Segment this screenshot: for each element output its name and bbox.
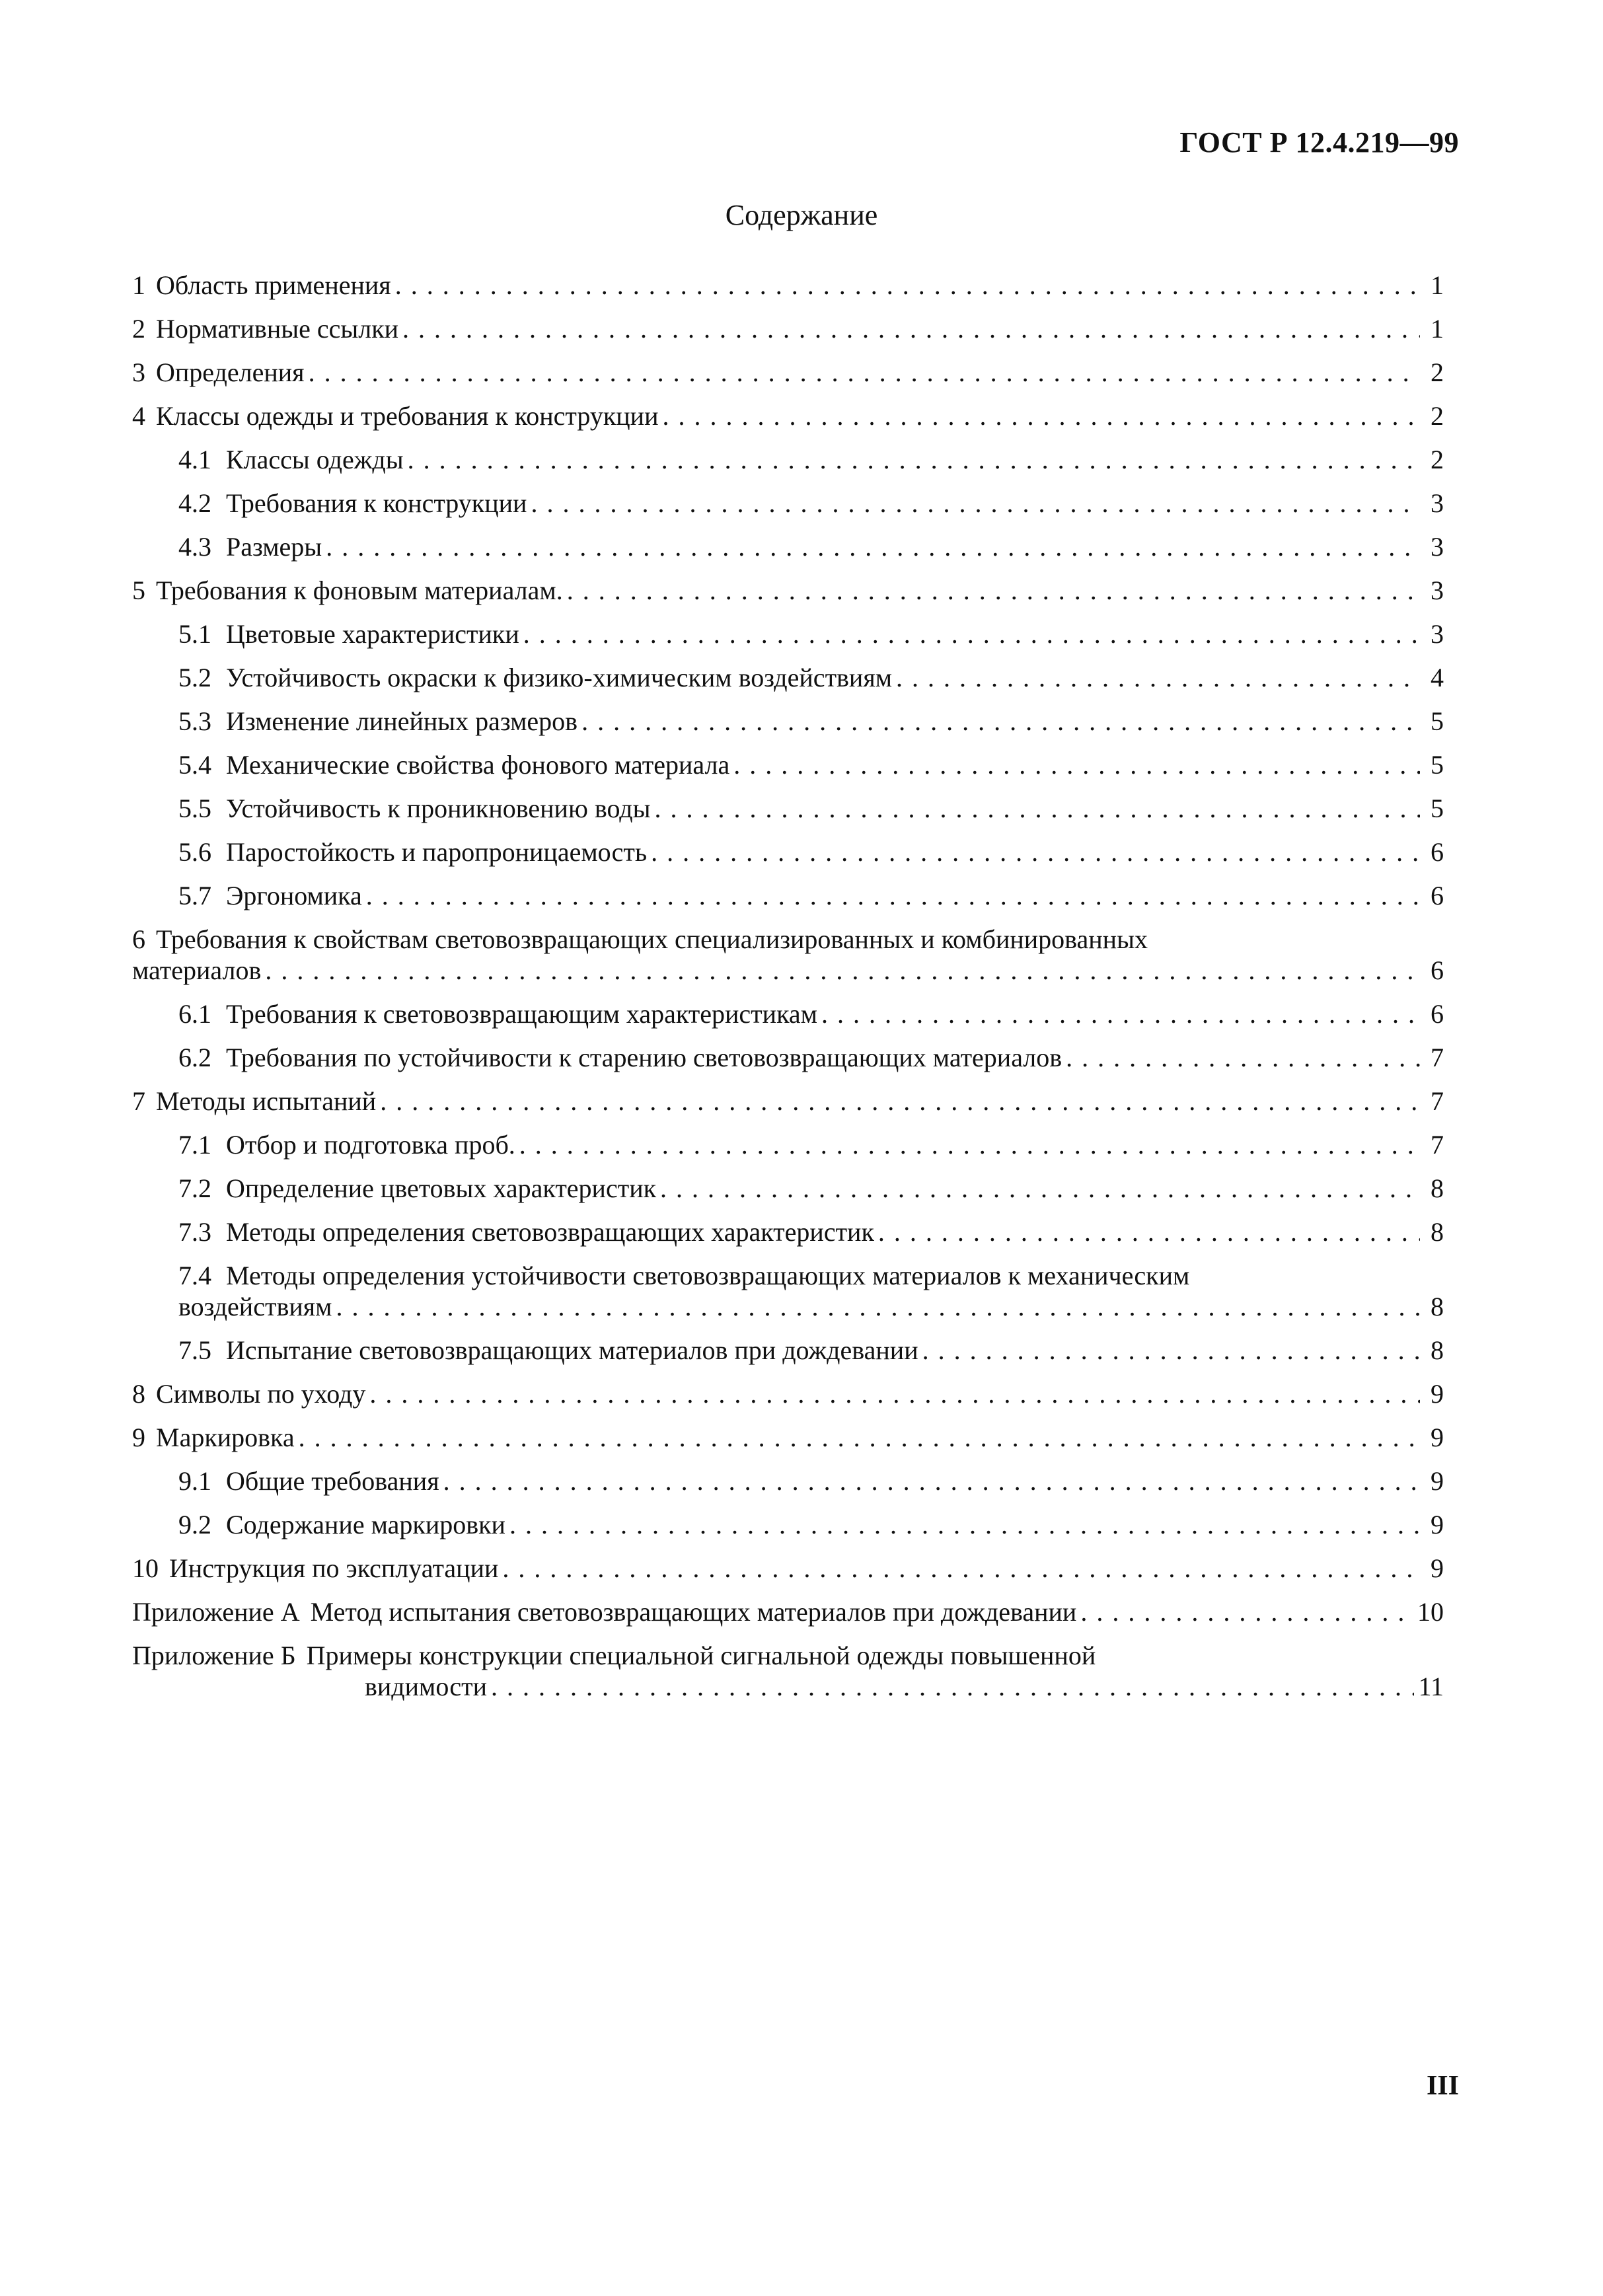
toc-entry[interactable] xyxy=(132,400,1444,444)
toc-entry-title: Нормативные ссылки xyxy=(156,314,399,344)
toc-entry-number: 7.2 xyxy=(178,1173,211,1203)
toc-entry-title-line2: воздействиям xyxy=(178,1292,332,1321)
dot-leader xyxy=(366,880,1420,911)
dot-leader xyxy=(523,618,1420,649)
toc-entry-page: 3 xyxy=(1431,532,1444,562)
toc-entry-title: Маркировка xyxy=(156,1423,295,1452)
toc-entry-page: 3 xyxy=(1431,575,1444,605)
toc-entry-title: Механические свойства фонового материала xyxy=(226,750,730,780)
dot-leader xyxy=(567,575,1420,606)
toc-entry-title: Цветовые характеристики xyxy=(226,619,519,649)
toc-entry-number: 5.3 xyxy=(178,706,211,736)
dot-leader xyxy=(821,998,1420,1029)
toc-entry-page: 9 xyxy=(1431,1379,1444,1409)
toc-entry-title: Требования к конструкции xyxy=(226,488,527,518)
toc-entry-title: Метод испытания световозвращающих материалов при дождевании xyxy=(310,1597,1077,1627)
toc-entry-number: 6.2 xyxy=(178,1043,211,1072)
toc-entry[interactable] xyxy=(132,793,1444,836)
toc-entry-number: Приложение А xyxy=(132,1597,300,1627)
toc-entry[interactable] xyxy=(132,706,1444,749)
dot-leader xyxy=(369,1378,1420,1409)
toc-entry-title-line2: видимости xyxy=(365,1672,487,1701)
toc-entry-page: 9 xyxy=(1431,1553,1444,1583)
toc-entry-number: 3 xyxy=(132,357,145,387)
toc-entry[interactable] xyxy=(132,531,1444,575)
toc-entry-title: Классы одежды и требования к конструкции xyxy=(156,401,659,431)
toc-entry-page: 7 xyxy=(1431,1086,1444,1116)
toc-entry-number: 2 xyxy=(132,314,145,344)
toc-entry[interactable] xyxy=(132,836,1444,880)
toc-entry-page: 5 xyxy=(1431,750,1444,780)
toc-entry-title: Изменение линейных размеров xyxy=(226,706,578,736)
toc-entry[interactable] xyxy=(132,1335,1444,1378)
toc-entry-title: Общие требования xyxy=(226,1466,439,1496)
toc-entry[interactable] xyxy=(132,1509,1444,1553)
toc-entry-number: 5.6 xyxy=(178,837,211,867)
toc-entry[interactable] xyxy=(132,270,1444,313)
dot-leader xyxy=(502,1553,1420,1584)
toc-entry-title: Инструкция по эксплуатации xyxy=(169,1553,499,1583)
toc-entry[interactable] xyxy=(132,357,1444,400)
toc-entry-title-line1: Методы определения устойчивости световозвращающих материалов к механическим xyxy=(226,1261,1190,1290)
toc-entry[interactable] xyxy=(132,1260,1444,1335)
dot-leader xyxy=(408,444,1420,475)
dot-leader xyxy=(309,357,1420,388)
toc-entry-number: 5 xyxy=(132,575,145,605)
toc-entry-page: 10 xyxy=(1417,1597,1444,1627)
toc-entry-number: 1 xyxy=(132,270,145,300)
toc-entry-page: 9 xyxy=(1431,1423,1444,1452)
toc-entry-number: 4.3 xyxy=(178,532,211,562)
dot-leader xyxy=(519,1129,1420,1160)
toc-entry-title: Содержание маркировки xyxy=(226,1510,505,1539)
toc-entry-page: 2 xyxy=(1431,357,1444,387)
toc-entry-number: 5.1 xyxy=(178,619,211,649)
toc-entry-page: 3 xyxy=(1431,619,1444,649)
dot-leader xyxy=(1066,1042,1420,1073)
toc-entry-number: 9.2 xyxy=(178,1510,211,1539)
toc-entry[interactable] xyxy=(132,1378,1444,1422)
toc-entry-title-line1: Примеры конструкции специальной сигнальной одежды повышенной xyxy=(306,1641,1096,1670)
dot-leader xyxy=(380,1086,1420,1117)
toc-entry[interactable] xyxy=(132,1173,1444,1216)
dot-leader xyxy=(1080,1596,1413,1627)
toc-entry-page: 3 xyxy=(1431,488,1444,518)
toc-entry-title: Символы по уходу xyxy=(156,1379,366,1409)
toc-entry[interactable] xyxy=(132,1216,1444,1260)
toc-entry-number: 4.1 xyxy=(178,445,211,474)
toc-entry[interactable] xyxy=(132,1465,1444,1509)
toc-entry[interactable] xyxy=(132,998,1444,1042)
dot-leader xyxy=(922,1335,1420,1366)
toc-entry[interactable] xyxy=(132,662,1444,706)
toc-entry-page: 2 xyxy=(1431,445,1444,474)
toc-entry-number: 4.2 xyxy=(178,488,211,518)
toc-entry-page: 8 xyxy=(1431,1173,1444,1203)
toc-entry[interactable] xyxy=(132,313,1444,357)
toc-entry-page: 6 xyxy=(1431,881,1444,910)
dot-leader xyxy=(655,793,1420,824)
toc-entry-number: 5.2 xyxy=(178,663,211,692)
toc-entry-title: Отбор и подготовка проб. xyxy=(226,1130,515,1160)
toc-entry-number: 5.7 xyxy=(178,881,211,910)
toc-entry-title: Устойчивость окраски к физико-химическим воздействиям xyxy=(226,663,893,692)
toc-entry-page: 6 xyxy=(1431,955,1444,985)
toc-entry-title: Определение цветовых характеристик xyxy=(226,1173,657,1203)
toc-entry-page: 4 xyxy=(1431,663,1444,692)
toc-entry-title: Требования к фоновым материалам. xyxy=(156,575,563,605)
toc-entry-number: 7.4 xyxy=(178,1261,211,1290)
toc-entry-number: 6.1 xyxy=(178,999,211,1029)
toc-entry[interactable] xyxy=(132,488,1444,531)
toc-entry-title: Определения xyxy=(156,357,305,387)
dot-leader xyxy=(896,662,1420,693)
toc-entry-title: Методы испытаний xyxy=(156,1086,377,1116)
toc-entry-page: 5 xyxy=(1431,794,1444,823)
toc-entry-page: 9 xyxy=(1431,1510,1444,1539)
dot-leader xyxy=(299,1422,1420,1453)
toc-entry-title: Классы одежды xyxy=(226,445,404,474)
toc-entry-page: 2 xyxy=(1431,401,1444,431)
toc-entry-title: Требования по устойчивости к старению световозвращающих материалов xyxy=(226,1043,1062,1072)
toc-entry-number: 9.1 xyxy=(178,1466,211,1496)
toc-entry[interactable] xyxy=(132,444,1444,488)
toc-entry-title: Область применения xyxy=(156,270,391,300)
dot-leader xyxy=(395,270,1420,301)
toc-entry-title: Методы определения световозвращающих характеристик xyxy=(226,1217,874,1247)
toc-entry-number: 7.5 xyxy=(178,1335,211,1365)
toc-entry-number: 10 xyxy=(132,1553,159,1583)
toc-entry-title: Требования к световозвращающим характеристикам xyxy=(226,999,817,1029)
toc-entry-title: Испытание световозвращающих материалов при дождевании xyxy=(226,1335,918,1365)
toc-entry[interactable] xyxy=(132,1422,1444,1465)
toc-entry-title-line1: Требования к свойствам световозвращающих специализированных и комбинированных xyxy=(156,924,1148,954)
dot-leader xyxy=(660,1173,1420,1204)
page-number: III xyxy=(1426,2071,1459,2101)
toc-entry[interactable] xyxy=(132,880,1444,924)
toc-entry-number: 5.4 xyxy=(178,750,211,780)
dot-leader xyxy=(326,531,1420,562)
toc-entry-page: 8 xyxy=(1431,1217,1444,1247)
dot-leader xyxy=(531,488,1420,519)
toc-entry-page: 6 xyxy=(1431,999,1444,1029)
toc-entry-title: Размеры xyxy=(226,532,322,562)
toc-entry-title-line2: материалов xyxy=(132,955,262,985)
dot-leader xyxy=(651,836,1420,868)
toc-entry-page: 7 xyxy=(1431,1130,1444,1160)
toc-entry-number: 7 xyxy=(132,1086,145,1116)
dot-leader xyxy=(491,1671,1414,1702)
toc-entry-title: Паростойкость и паропроницаемость xyxy=(226,837,648,867)
toc-entry[interactable] xyxy=(132,1129,1444,1173)
toc-entry[interactable] xyxy=(132,1086,1444,1129)
dot-leader xyxy=(663,400,1421,431)
toc-entry-page: 5 xyxy=(1431,706,1444,736)
toc-entry-number: 7.1 xyxy=(178,1130,211,1160)
toc-entry-page: 11 xyxy=(1418,1672,1444,1701)
toc-entry[interactable] xyxy=(132,618,1444,662)
dot-leader xyxy=(581,706,1420,737)
toc-title: Содержание xyxy=(725,199,878,231)
dot-leader xyxy=(402,313,1420,344)
toc-entry-page: 8 xyxy=(1431,1292,1444,1321)
table-of-contents xyxy=(132,270,1444,1715)
toc-entry-number: 8 xyxy=(132,1379,145,1409)
dot-leader xyxy=(265,955,1420,986)
toc-entry-page: 1 xyxy=(1431,314,1444,344)
toc-entry-page: 7 xyxy=(1431,1043,1444,1072)
document-code: ГОСТ Р 12.4.219—99 xyxy=(1179,126,1459,159)
toc-entry-title: Эргономика xyxy=(226,881,362,910)
toc-entry[interactable] xyxy=(132,924,1444,998)
toc-entry[interactable] xyxy=(132,1042,1444,1086)
toc-entry-appendix[interactable] xyxy=(132,1640,1444,1715)
toc-entry-title: Устойчивость к проникновению воды xyxy=(226,794,651,823)
toc-entry-number: 5.5 xyxy=(178,794,211,823)
dot-leader xyxy=(443,1465,1420,1497)
toc-entry[interactable] xyxy=(132,575,1444,618)
dot-leader xyxy=(733,749,1420,780)
toc-entry-number: 7.3 xyxy=(178,1217,211,1247)
toc-entry-number: Приложение Б xyxy=(132,1641,296,1670)
toc-entry-page: 9 xyxy=(1431,1466,1444,1496)
toc-entry-number: 6 xyxy=(132,924,145,954)
toc-entry-number: 9 xyxy=(132,1423,145,1452)
toc-entry-page: 6 xyxy=(1431,837,1444,867)
toc-entry[interactable] xyxy=(132,1553,1444,1596)
toc-entry-page: 8 xyxy=(1431,1335,1444,1365)
dot-leader xyxy=(336,1291,1420,1322)
dot-leader xyxy=(509,1509,1420,1540)
toc-entry-page: 1 xyxy=(1431,270,1444,300)
dot-leader xyxy=(878,1216,1420,1247)
toc-entry-number: 4 xyxy=(132,401,145,431)
toc-entry[interactable] xyxy=(132,749,1444,793)
toc-entry-appendix[interactable] xyxy=(132,1596,1444,1640)
